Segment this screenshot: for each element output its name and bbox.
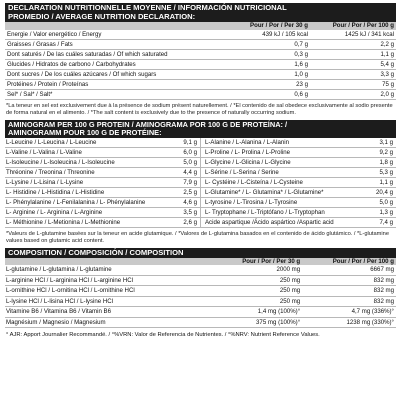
amino-acid-value: 7,9 g xyxy=(165,178,200,188)
nutrition-row xyxy=(5,30,396,40)
nutrient-label: Dont sucres / De los cuáles azúcares / Of which sugars xyxy=(5,70,247,80)
amino-acid-value: 5,3 g xyxy=(369,168,396,178)
amino-acid-label: Acide aspartique /Ácido aspártico /Aspartic acid xyxy=(200,218,368,228)
amino-acid-value: 4,6 g xyxy=(165,198,200,208)
ingredient-value-30g: 250 mg xyxy=(232,286,302,297)
nutrition-row xyxy=(5,49,396,59)
glutamine-note: *Valeurs de L-glutamine basées sur la teneur en acide glutamique. / *Valores de L-glutamina basados en el contenido de ácido glutámico. / *L-glutamine values based on glutamic acid content. xyxy=(6,231,389,244)
amino-acid-value: 6,0 g xyxy=(165,147,200,157)
amino-acid-value: 3,5 g xyxy=(165,208,200,218)
nutrition-row xyxy=(5,59,396,69)
nutrient-label: Sel* / Sal* / Salt* xyxy=(5,90,247,100)
ingredient-value-30g: 375 mg (100%)° xyxy=(232,317,302,328)
nutrition-col-per-100g: Pour / Por / Per 100 g xyxy=(310,22,396,30)
nutrition-row xyxy=(5,80,396,90)
nutrient-value-100g: 2,0 g xyxy=(310,90,396,100)
composition-row xyxy=(5,275,396,286)
ingredient-label: Vitamine B6 / Vitamina B6 / Vitamin B6 xyxy=(5,307,232,318)
nutrient-value-30g: 23 g xyxy=(247,80,310,90)
nutrient-value-100g: 2,2 g xyxy=(310,39,396,49)
amino-acid-value: 4,4 g xyxy=(165,168,200,178)
amino-acid-label: L-Alanine / L-Alanina / L-Alanin xyxy=(200,138,368,148)
ingredient-value-100g: 832 mg xyxy=(302,296,396,307)
nutrient-value-100g: 1425 kJ / 341 kcal xyxy=(310,30,396,40)
composition-row xyxy=(5,296,396,307)
amino-acid-value: 3,1 g xyxy=(369,138,396,148)
amino-acid-label: L- Arginine / L- Arginina / L-Arginine xyxy=(5,208,165,218)
nutrient-value-30g: 439 kJ / 105 kcal xyxy=(247,30,310,40)
amino-acid-label: Thréonine / Treonina / Threonine xyxy=(5,168,165,178)
ingredient-value-100g: 832 mg xyxy=(302,286,396,297)
amino-acid-value: 7,4 g xyxy=(369,218,396,228)
nutrition-row xyxy=(5,90,396,100)
ingredient-label: L-arginine HCl / L-arginina HCl / L-arginine HCl xyxy=(5,275,232,286)
nutrient-value-100g: 5,4 g xyxy=(310,59,396,69)
composition-row xyxy=(5,317,396,328)
nutrition-title-line-2: PROMEDIO / AVERAGE NUTRITION DECLARATION: xyxy=(8,11,196,21)
amino-acid-value: 9,2 g xyxy=(369,147,396,157)
ingredient-value-30g: 1,4 mg (100%)° xyxy=(232,307,302,318)
amino-acid-label: L-tyrosine / L-Tirosina / L-Tyrosine xyxy=(200,198,368,208)
nutrient-value-100g: 3,3 g xyxy=(310,70,396,80)
ingredient-label: L-lysine HCl / L-lisina HCl / L-lysine HCl xyxy=(5,296,232,307)
nutrient-value-30g: 1,6 g xyxy=(247,59,310,69)
nutrient-value-30g: 0,3 g xyxy=(247,49,310,59)
aminogram-title xyxy=(5,120,396,138)
amino-acid-label: L- Histidine / L-Histidina / L-Histidine xyxy=(5,188,165,198)
nutrient-label: Glucides / Hidratos de carbono / Carbohydrates xyxy=(5,59,247,69)
ingredient-value-100g: 4,7 mg (336%)° xyxy=(302,307,396,318)
salt-note: *La teneur en sel est exclusivement due à la présence de sodium présent naturellement. / *El contenido de sal obedece exclusivamente al sodio presente de forma natural en el alimento. / *The salt content is exclusively due to the presence of naturally occurring sodium. xyxy=(6,103,393,116)
composition-column-header xyxy=(5,258,396,266)
amino-acid-value: 20,4 g xyxy=(369,188,396,198)
ingredient-label: L-glutamine / L-glutamina / L-glutamine xyxy=(5,265,232,275)
composition-row xyxy=(5,286,396,297)
ingredient-value-100g: 832 mg xyxy=(302,275,396,286)
aminogram-row xyxy=(5,218,396,228)
amino-acid-value: 2,5 g xyxy=(165,188,200,198)
nutrient-value-100g: 1,1 g xyxy=(310,49,396,59)
amino-acid-value: 5,0 g xyxy=(165,158,200,168)
amino-acid-label: L- Tryptophane / L-Triptófano / L-Tryptophan xyxy=(200,208,368,218)
nutrient-label: Protéines / Protein / Proteínas xyxy=(5,80,247,90)
composition-row xyxy=(5,307,396,318)
amino-acid-label: L-Lysine / L-Lisina / L-Lysine xyxy=(5,178,165,188)
nutrient-label: Graisses / Grasas / Fats xyxy=(5,39,247,49)
amino-acid-value: 1,1 g xyxy=(369,178,396,188)
aminogram-row xyxy=(5,158,396,168)
composition-col-per-100g: Pour / Por / Per 100 g xyxy=(302,258,396,266)
ingredient-value-30g: 2000 mg xyxy=(232,265,302,275)
ingredient-label: Magnésium / Magnesio / Magnesium xyxy=(5,317,232,328)
composition-title: COMPOSITION / COMPOSICIÓN / COMPOSITION xyxy=(5,248,396,258)
amino-acid-label: L-Proline / L- Prolina / L-Proline xyxy=(200,147,368,157)
amino-acid-label: L-Sérine / L-Serina / Serine xyxy=(200,168,368,178)
amino-acid-value: 5,0 g xyxy=(369,198,396,208)
aminogram-title-line-2: AMINOGRAMM POUR 100 G DE PROTÉINE: xyxy=(8,127,162,137)
aminogram-row xyxy=(5,208,396,218)
nutrition-row xyxy=(5,39,396,49)
nutrition-header-blank xyxy=(5,22,247,30)
amino-acid-label: L-Glutamine* / L- Glutamina* / L-Glutamine* xyxy=(200,188,368,198)
nutrition-column-header xyxy=(5,22,396,30)
nutrient-value-30g: 0,6 g xyxy=(247,90,310,100)
aminogram-row xyxy=(5,188,396,198)
ingredient-value-30g: 250 mg xyxy=(232,275,302,286)
aminogram-row xyxy=(5,147,396,157)
composition-header-blank xyxy=(5,258,232,266)
ingredient-label: L-ornithine HCl / L-ornitina HCl / L-ornithine HCl xyxy=(5,286,232,297)
nutrition-col-per-30g: Pour / Por / Per 30 g xyxy=(247,22,310,30)
nutrient-value-30g: 1,0 g xyxy=(247,70,310,80)
ingredient-value-30g: 250 mg xyxy=(232,296,302,307)
aminogram-table xyxy=(5,138,396,228)
nutrient-value-100g: 75 g xyxy=(310,80,396,90)
amino-acid-value: 9,1 g xyxy=(165,138,200,148)
nrv-footnote: ° AJR: Apport Journalier Recommandé. / °%VRN: Valor de Referencia de Nutrientes. / °%NRV: Nutrient Reference Values. xyxy=(6,332,320,339)
ingredient-value-100g: 1238 mg (330%)° xyxy=(302,317,396,328)
amino-acid-value: 2,6 g xyxy=(165,218,200,228)
ingredient-value-100g: 6667 mg xyxy=(302,265,396,275)
amino-acid-label: L-Isoleucine / L-Isoleucina / L-Isoleucine xyxy=(5,158,165,168)
nutrition-title xyxy=(5,3,396,22)
amino-acid-label: L-Valine / L-Valina / L-Valine xyxy=(5,147,165,157)
amino-acid-value: 1,8 g xyxy=(369,158,396,168)
aminogram-row xyxy=(5,198,396,208)
nutrient-value-30g: 0,7 g xyxy=(247,39,310,49)
aminogram-row xyxy=(5,178,396,188)
nutrition-row xyxy=(5,70,396,80)
amino-acid-label: L-Leucine / L-Leucina / L-Leucine xyxy=(5,138,165,148)
nutrition-table xyxy=(5,22,396,100)
composition-table xyxy=(5,258,396,329)
aminogram-title-line-1: AMINOGRAM PER 100 G PROTEIN / AMINOGRAMA POR 100 G DE PROTEÍNA: / xyxy=(8,119,288,129)
nutrient-label: Energie / Valor energético / Energy xyxy=(5,30,247,40)
amino-acid-value: 1,3 g xyxy=(369,208,396,218)
amino-acid-label: L- Méthionine / L-Metionina / L-Methionine xyxy=(5,218,165,228)
composition-col-per-30g: Pour / Por / Per 30 g xyxy=(232,258,302,266)
aminogram-row xyxy=(5,168,396,178)
aminogram-row xyxy=(5,138,396,148)
amino-acid-label: L-Glycine / L-Glicina / L-Glycine xyxy=(200,158,368,168)
composition-row xyxy=(5,265,396,275)
nutrition-title-line-1: DECLARATION NUTRITIONNELLE MOYENNE / INFORMACIÓN NUTRICIONAL xyxy=(8,3,287,12)
amino-acid-label: L- Cystéine / L-Cisteína / L-Cysteine xyxy=(200,178,368,188)
amino-acid-label: L- Phénylalanine / L-Fenilalanina / L- Phénylalanine xyxy=(5,198,165,208)
nutrient-label: Dont saturés / De las cuáles saturadas / Of which saturated xyxy=(5,49,247,59)
